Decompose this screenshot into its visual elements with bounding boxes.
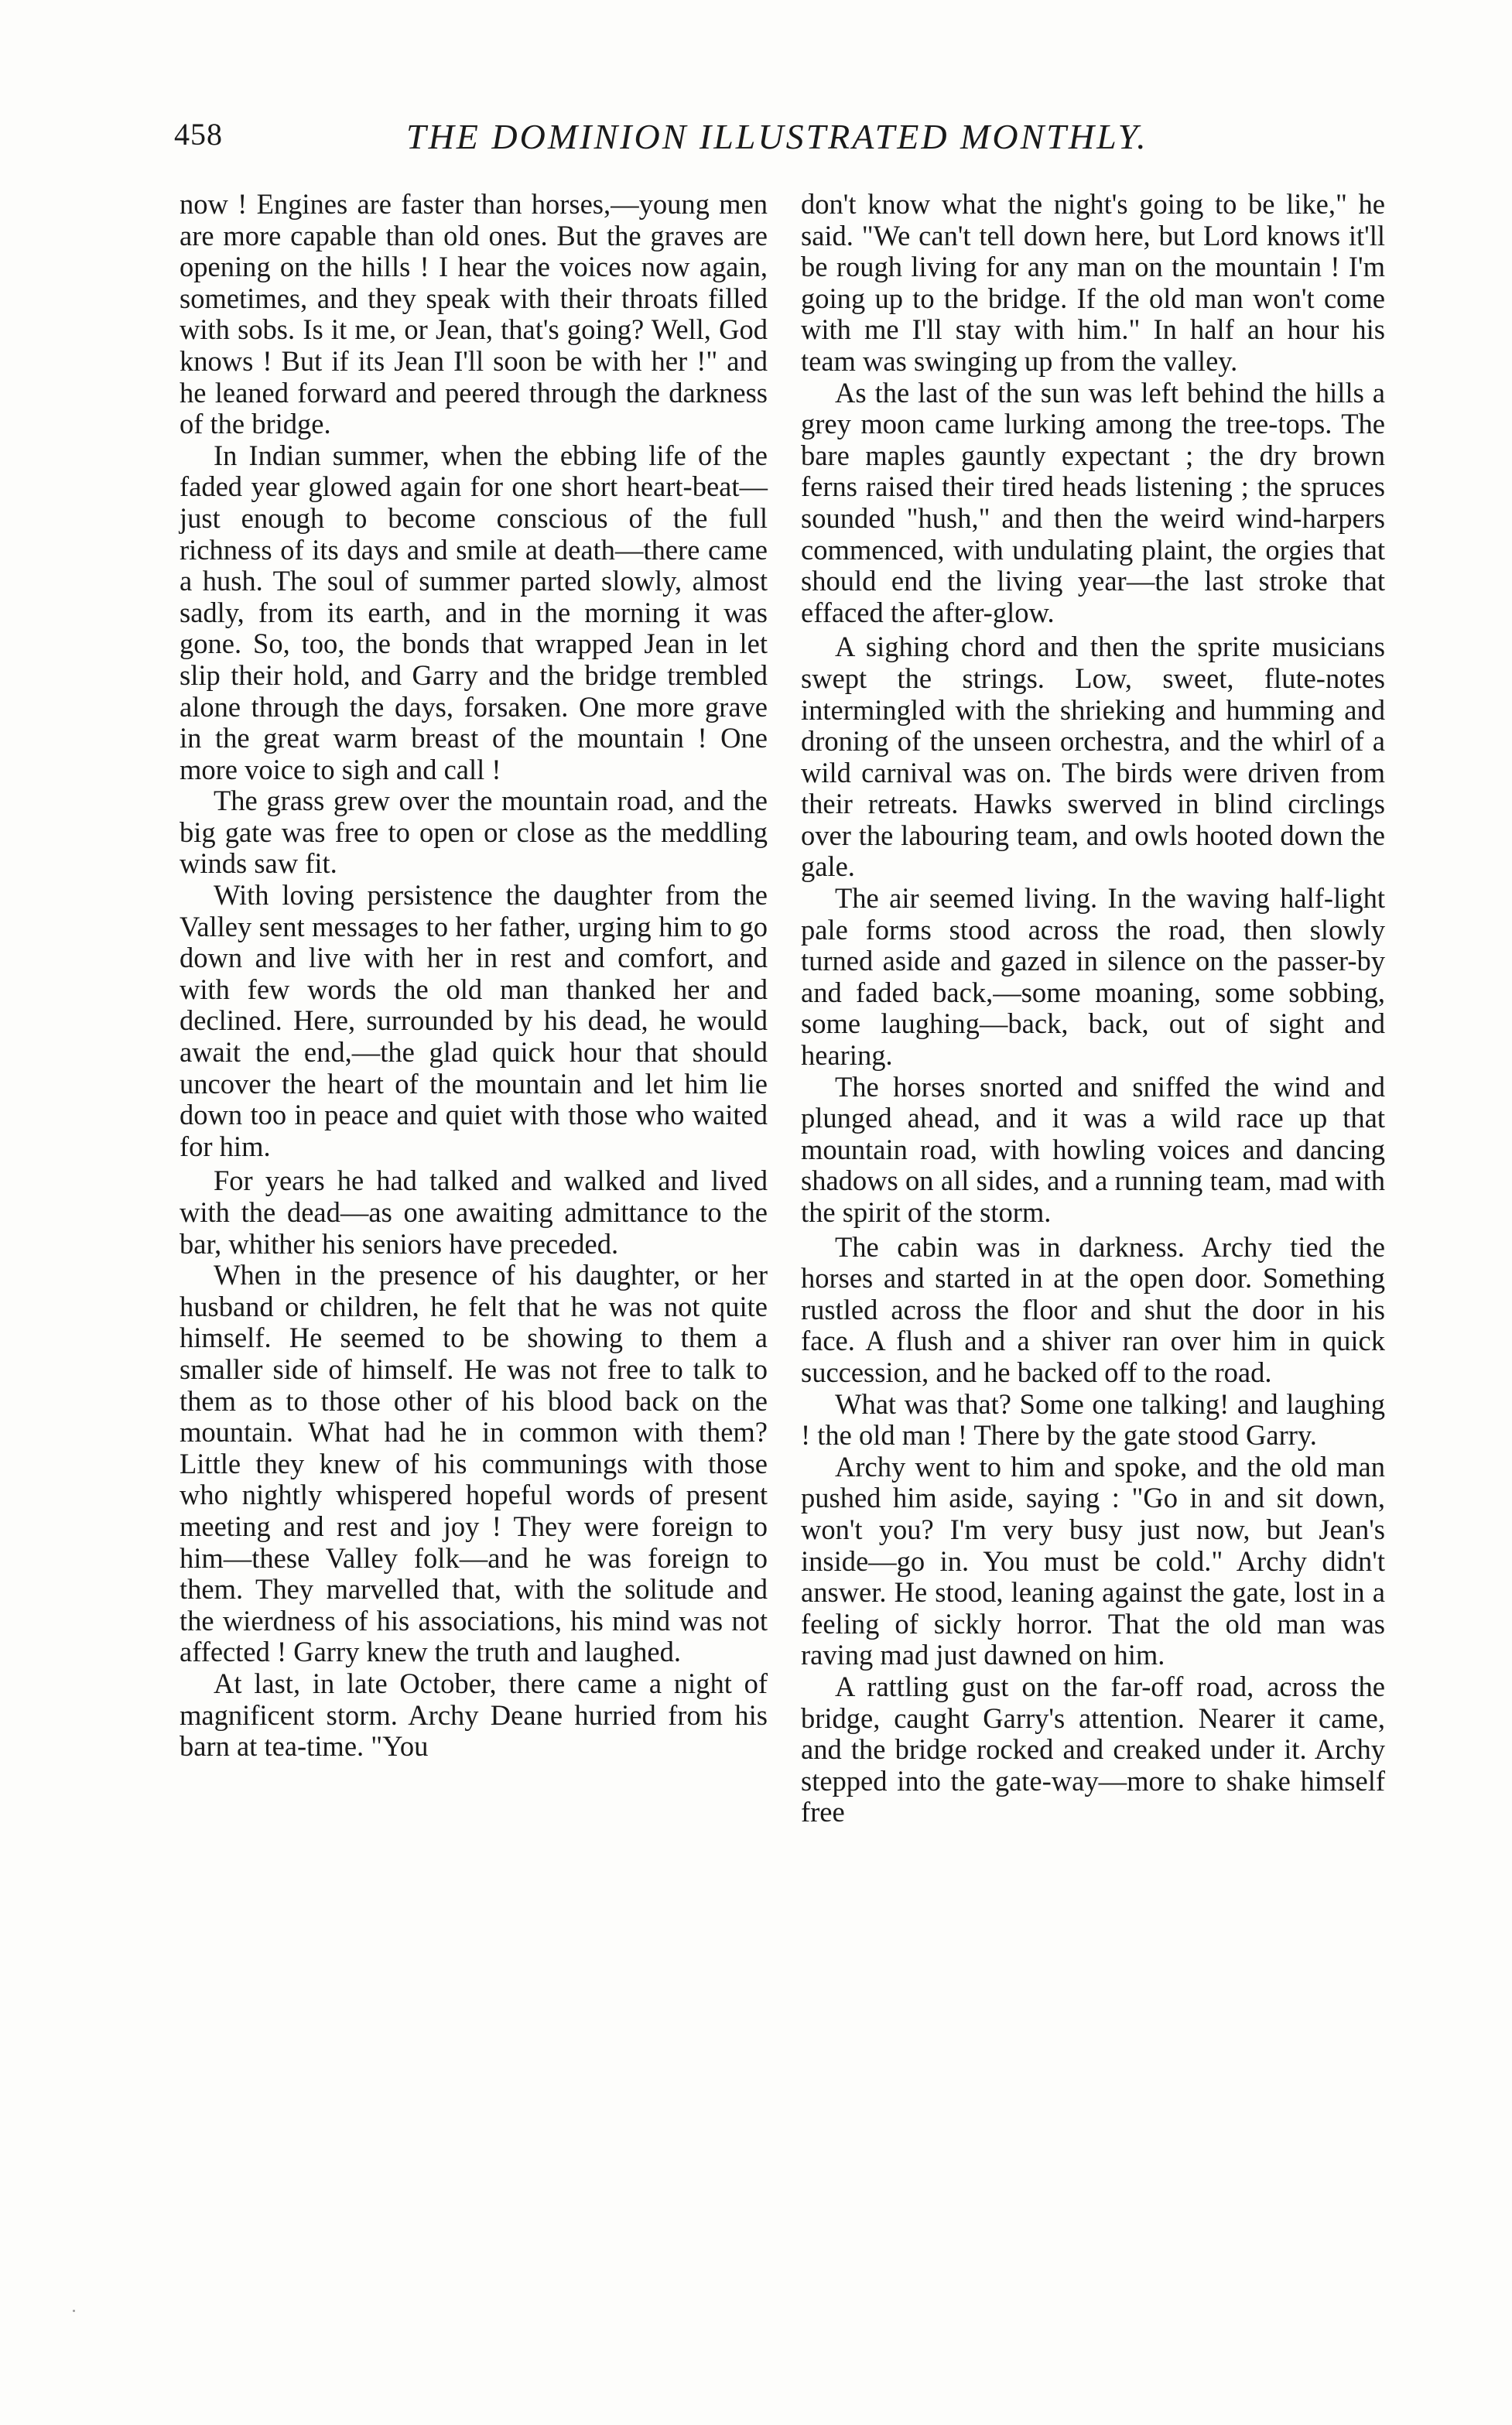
paragraph: The air seemed living. In the waving half-light pale forms stood across the road, then slowly turned aside and gazed in silence on the passer-by and faded back,—some moaning, some sobbing, some laughing—back, back, out of sight and hearing. — [801, 882, 1385, 1072]
paper-speck — [73, 2310, 75, 2312]
paragraph: Archy went to him and spoke, and the old man pushed him aside, saying : "Go in and sit down, won't you? I'm very busy just now, but Jean's inside—go in. You must be cold." Archy didn't answer. He stood, leaning against the gate, lost in a feeling of sickly horror. That the old man was raving mad just dawned on him. — [801, 1450, 1385, 1671]
running-title: THE DOMINION ILLUSTRATED MONTHLY. — [406, 117, 1148, 156]
paragraph: When in the presence of his daughter, or her husband or children, he felt that he was not quite himself. He seemed to be showing to them a smaller side of himself. He was not free to talk to them as to those other of his blood back on the mountain. What had he in common with them? Little they knew of his communings with those who nightly whispered hopeful words of present meeting and rest and joy ! They were foreign to him—these Valley folk—and he was foreign to them. They marvelled that, with the solitude and the wierdness of his associations, his mind was not affected ! Garry knew the truth and laughed. — [180, 1259, 768, 1668]
paragraph: now ! Engines are faster than horses,—young men are more capable than old ones. But the graves are opening on the hills ! I hear the voices now again, sometimes, and they speak with their throats filled with sobs. Is it me, or Jean, that's going? Well, God knows ! But if its Jean I'll soon be with her !" and he leaned forward and peered through the darkness of the bridge. — [180, 188, 768, 440]
paragraph: A rattling gust on the far-off road, across the bridge, caught Garry's attention. Nearer it came, and the bridge rocked and creaked under it. Archy stepped into the gate-way—more to shake himself free — [801, 1670, 1385, 1828]
paragraph: What was that? Some one talking! and laughing ! the old man ! There by the gate stood Garry. — [801, 1387, 1385, 1452]
paragraph: A sighing chord and then the sprite musicians swept the strings. Low, sweet, flute-notes intermingled with the shrieking and humming and droning of the unseen orchestra, and the whirl of a wild carnival was on. The birds were driven from their retreats. Hawks swerved in blind circlings over the labouring team, and owls hooted down the gale. — [801, 631, 1385, 883]
paragraph: At last, in late October, there came a night of magnificent storm. Archy Deane hurried from his barn at tea-time. "You — [180, 1667, 768, 1763]
paragraph: With loving persistence the daughter from the Valley sent messages to her father, urging him to go down and live with her in rest and comfort, and with few words the old man thanked her and declined. Here, surrounded by his dead, he would await the end,—the glad quick hour that should uncover the heart of the mountain and let him lie down too in peace and quiet with those who waited for him. — [180, 879, 768, 1162]
paragraph: The cabin was in darkness. Archy tied the horses and started in at the open door. Something rustled across the floor and shut the door in his face. A flush and a shiver ran over him in quick succession, and he backed off to the road. — [801, 1230, 1385, 1388]
left-column — [180, 189, 768, 1763]
page-number: 458 — [174, 117, 223, 152]
paragraph: don't know what the night's going to be like," he said. "We can't tell down here, but Lord knows it'll be rough living for any man on the mountain ! I'm going up to the bridge. If the old man won't come with me I'll stay with him." In half an hour his team was swinging up from the valley. — [801, 188, 1385, 377]
page-header — [166, 116, 1350, 170]
paragraph: The horses snorted and sniffed the wind and plunged ahead, and it was a wild race up that mountain road, with howling voices and dancing shadows on all sides, and a running team, mad with the spirit of the storm. — [801, 1070, 1385, 1228]
paragraph: The grass grew over the mountain road, and the big gate was free to open or close as the meddling winds saw fit. — [180, 785, 768, 880]
right-column — [801, 189, 1385, 1828]
paragraph: As the last of the sun was left behind the hills a grey moon came lurking among the tree-tops. The bare maples gauntly expectant ; the dry brown ferns raised their tired heads listening ; the spruces sounded "hush," and then the weird wind-harpers commenced, with undulating plaint, the orgies that should end the living year—the last stroke that effaced the after-glow. — [801, 376, 1385, 628]
paragraph: For years he had talked and walked and lived with the dead—as one awaiting admittance to the bar, whither his seniors have preceded. — [180, 1165, 768, 1260]
paragraph: In Indian summer, when the ebbing life of the faded year glowed again for one short heart-beat—just enough to become conscious of the full richness of its days and smile at death—there came a hush. The soul of summer parted slowly, almost sadly, from its earth, and in the morning it was gone. So, too, the bonds that wrapped Jean in let slip their hold, and Garry and the bridge trembled alone through the days, forsaken. One more grave in the great warm breast of the mountain ! One more voice to sigh and call ! — [180, 439, 768, 785]
